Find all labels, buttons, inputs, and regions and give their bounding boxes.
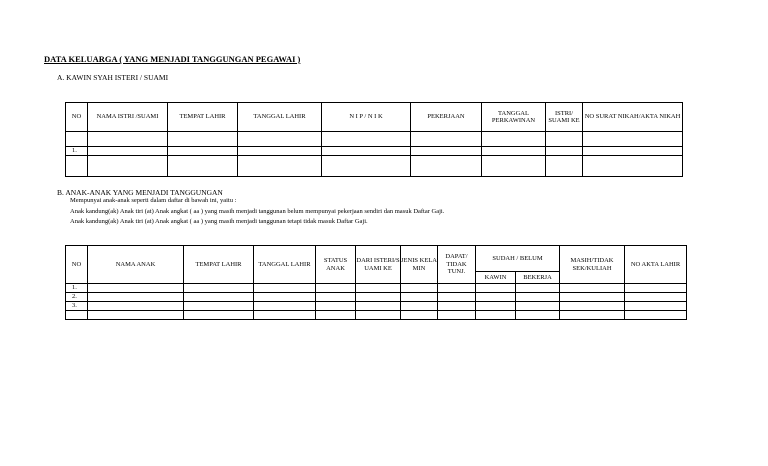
- header-masih-tidak-sekolah: MASIH/TIDAK SEK/KULIAH: [560, 246, 625, 284]
- header-dari-isteri: DARI ISTERI/S UAMI KE: [356, 246, 401, 284]
- cell-input[interactable]: [168, 132, 238, 147]
- table-row: [66, 302, 687, 311]
- cell-input[interactable]: [516, 293, 560, 302]
- header-no: NO: [66, 246, 88, 284]
- row-number: 2.: [66, 293, 88, 302]
- cell-input[interactable]: [88, 147, 168, 156]
- cell-input[interactable]: [438, 302, 476, 311]
- cell-input[interactable]: [482, 156, 546, 177]
- header-jenis-kelamin: JENIS KELA MIN: [401, 246, 438, 284]
- table-row: [66, 311, 687, 320]
- header-bekerja: BEKERJA: [516, 272, 560, 284]
- cell-input[interactable]: [401, 302, 438, 311]
- cell-input[interactable]: [625, 284, 687, 293]
- cell-input[interactable]: [184, 311, 254, 320]
- header-kawin: KAWIN: [476, 272, 516, 284]
- row-number: 1.: [66, 284, 88, 293]
- section-b-note-1: Mempunyai anak-anak seperti dalam daftar di bawah ini, yaitu :: [70, 197, 237, 204]
- cell-input[interactable]: [516, 311, 560, 320]
- cell-input[interactable]: [560, 284, 625, 293]
- header-istri-suami-ke: ISTRI/ SUAMI KE: [546, 103, 583, 132]
- header-nama-anak: NAMA ANAK: [88, 246, 184, 284]
- row-number: [66, 311, 88, 320]
- cell-input[interactable]: [401, 311, 438, 320]
- cell-input[interactable]: [516, 302, 560, 311]
- cell-input[interactable]: [411, 156, 482, 177]
- cell-input[interactable]: [238, 147, 322, 156]
- row-number: [66, 132, 88, 147]
- cell-input[interactable]: [625, 302, 687, 311]
- cell-input[interactable]: [88, 156, 168, 177]
- spouse-table: [65, 102, 683, 177]
- header-sudah-belum: SUDAH / BELUM: [476, 246, 560, 272]
- cell-input[interactable]: [482, 147, 546, 156]
- table-row: [66, 147, 683, 156]
- cell-input[interactable]: [476, 293, 516, 302]
- cell-input[interactable]: [438, 284, 476, 293]
- cell-input[interactable]: [583, 156, 683, 177]
- row-number: [66, 156, 88, 177]
- table-row: [66, 293, 687, 302]
- header-no: NO: [66, 103, 88, 132]
- cell-input[interactable]: [238, 132, 322, 147]
- cell-input[interactable]: [168, 156, 238, 177]
- cell-input[interactable]: [184, 284, 254, 293]
- cell-input[interactable]: [184, 302, 254, 311]
- header-status-anak: STATUS ANAK: [316, 246, 356, 284]
- cell-input[interactable]: [583, 147, 683, 156]
- cell-input[interactable]: [438, 293, 476, 302]
- cell-input[interactable]: [356, 302, 401, 311]
- cell-input[interactable]: [254, 311, 316, 320]
- row-number: 1.: [66, 147, 88, 156]
- cell-input[interactable]: [625, 311, 687, 320]
- cell-input[interactable]: [625, 293, 687, 302]
- cell-input[interactable]: [583, 132, 683, 147]
- cell-input[interactable]: [356, 293, 401, 302]
- cell-input[interactable]: [401, 293, 438, 302]
- cell-input[interactable]: [411, 147, 482, 156]
- cell-input[interactable]: [88, 302, 184, 311]
- page-title: DATA KELUARGA ( YANG MENJADI TANGGUNGAN PEGAWAI ): [44, 54, 301, 64]
- cell-input[interactable]: [546, 156, 583, 177]
- header-tempat-lahir: TEMPAT LAHIR: [184, 246, 254, 284]
- cell-input[interactable]: [254, 302, 316, 311]
- table-row: [66, 284, 687, 293]
- section-b-note-3: Anak kandung(ak) Anak tiri (at) Anak angkat ( aa ) yang masih menjadi tanggunan tetapi tidak masuk Daftar Gaji.: [70, 218, 368, 225]
- cell-input[interactable]: [546, 132, 583, 147]
- header-dapat-tidak-tunj: DAPAT/ TIDAK TUNJ.: [438, 246, 476, 284]
- cell-input[interactable]: [184, 293, 254, 302]
- cell-input[interactable]: [322, 147, 411, 156]
- header-tanggal-perkawinan: TANGGAL PERKAWINAN: [482, 103, 546, 132]
- cell-input[interactable]: [88, 284, 184, 293]
- cell-input[interactable]: [546, 147, 583, 156]
- cell-input[interactable]: [482, 132, 546, 147]
- cell-input[interactable]: [238, 156, 322, 177]
- cell-input[interactable]: [316, 302, 356, 311]
- cell-input[interactable]: [401, 284, 438, 293]
- cell-input[interactable]: [411, 132, 482, 147]
- cell-input[interactable]: [560, 311, 625, 320]
- header-nip-nik: N I P / N I K: [322, 103, 411, 132]
- cell-input[interactable]: [254, 284, 316, 293]
- cell-input[interactable]: [316, 293, 356, 302]
- cell-input[interactable]: [316, 311, 356, 320]
- header-tempat-lahir: TEMPAT LAHIR: [168, 103, 238, 132]
- cell-input[interactable]: [476, 311, 516, 320]
- cell-input[interactable]: [316, 284, 356, 293]
- section-b-heading: B. ANAK-ANAK YANG MENJADI TANGGUNGAN: [57, 188, 223, 197]
- header-no-akta-lahir: NO AKTA LAHIR: [625, 246, 687, 284]
- cell-input[interactable]: [356, 284, 401, 293]
- row-number: 3.: [66, 302, 88, 311]
- header-nama-istri-suami: NAMA ISTRI /SUAMI: [88, 103, 168, 132]
- section-b-note-2: Anak kandung(ak) Anak tiri (at) Anak angkat ( aa ) yang masih menjadi tanggunan belum mempunyai pekerjaan sendiri dan masuk Daftar Gaji.: [70, 208, 445, 215]
- children-table: [65, 245, 687, 320]
- cell-input[interactable]: [168, 147, 238, 156]
- cell-input[interactable]: [476, 302, 516, 311]
- cell-input[interactable]: [516, 284, 560, 293]
- cell-input[interactable]: [322, 132, 411, 147]
- section-a-heading: A. KAWIN SYAH ISTERI / SUAMI: [57, 73, 169, 82]
- table-row: [66, 156, 683, 177]
- cell-input[interactable]: [88, 293, 184, 302]
- cell-input[interactable]: [560, 302, 625, 311]
- header-tanggal-lahir: TANGGAL LAHIR: [238, 103, 322, 132]
- cell-input[interactable]: [254, 293, 316, 302]
- cell-input[interactable]: [560, 293, 625, 302]
- header-pekerjaan: PEKERJAAN: [411, 103, 482, 132]
- table-row: [66, 132, 683, 147]
- header-tanggal-lahir: TANGGAL LAHIR: [254, 246, 316, 284]
- cell-input[interactable]: [88, 132, 168, 147]
- cell-input[interactable]: [476, 284, 516, 293]
- header-no-surat-nikah: NO SURAT NIKAH/AKTA NIKAH: [583, 103, 683, 132]
- cell-input[interactable]: [322, 156, 411, 177]
- cell-input[interactable]: [88, 311, 184, 320]
- cell-input[interactable]: [356, 311, 401, 320]
- cell-input[interactable]: [438, 311, 476, 320]
